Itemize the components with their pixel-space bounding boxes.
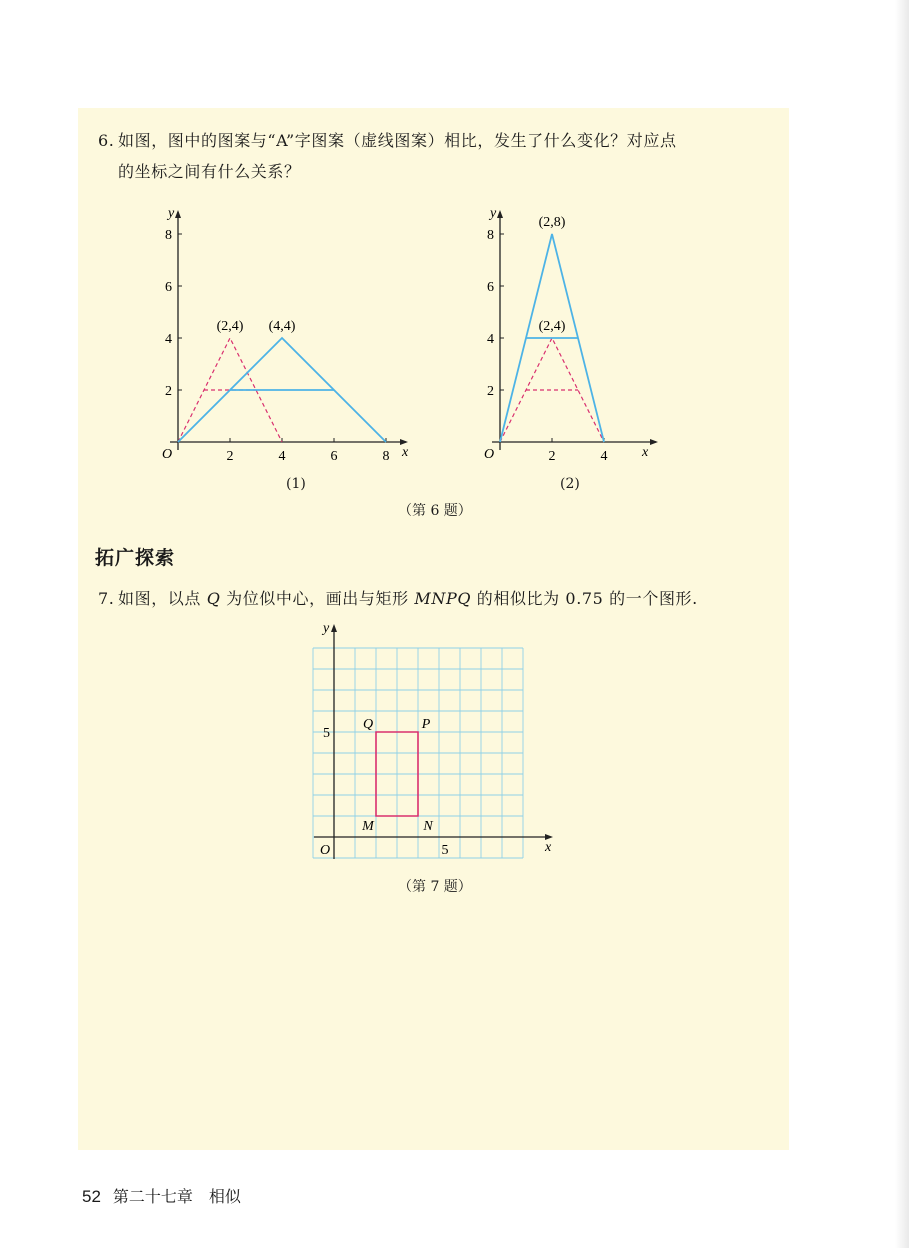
x-tick-label: 2 bbox=[226, 449, 234, 464]
question-7-middle: 为位似中心，画出与矩形 bbox=[220, 589, 415, 608]
page-number: 52 bbox=[82, 1187, 101, 1206]
y-tick-label: 4 bbox=[165, 332, 172, 347]
question-7-number: 7. bbox=[98, 589, 115, 608]
question-7-rect-name: MNPQ bbox=[414, 589, 472, 608]
figure-6-1-label: (1) bbox=[286, 476, 306, 492]
dashed-a-shape bbox=[500, 338, 604, 442]
x-tick-label: 4 bbox=[278, 449, 286, 464]
vertex-label-n: N bbox=[423, 819, 433, 834]
question-6-line2: 的坐标之间有什么关系？ bbox=[118, 162, 301, 181]
y-tick-label: 2 bbox=[487, 384, 494, 399]
figure-7-grid-chart bbox=[300, 615, 570, 865]
figure-6-1-chart bbox=[150, 200, 420, 500]
x-axis-label: x bbox=[642, 445, 649, 460]
y-axis-label: y bbox=[168, 206, 175, 221]
point-label: (2,4) bbox=[538, 319, 566, 334]
x-axis-label: x bbox=[545, 840, 552, 855]
x-tick-label: 2 bbox=[548, 449, 556, 464]
figure-6-2-chart bbox=[472, 200, 672, 500]
x-tick-label: 8 bbox=[382, 449, 390, 464]
x-axis-label: x bbox=[402, 445, 409, 460]
page-edge-shadow bbox=[895, 0, 909, 1248]
tick-group bbox=[323, 726, 449, 858]
point-label: (2,8) bbox=[538, 215, 566, 230]
section-title: 拓广探索 bbox=[95, 547, 176, 569]
series-group bbox=[178, 338, 386, 442]
y-axis-arrow bbox=[175, 210, 181, 218]
annotation-group bbox=[217, 319, 296, 334]
y-tick-label: 2 bbox=[165, 384, 172, 399]
origin-label: O bbox=[162, 447, 173, 462]
x-tick-label: 4 bbox=[600, 449, 608, 464]
question-7 bbox=[98, 583, 778, 614]
question-6-line1: 如图，图中的图案与“A”字图案（虚线图案）相比，发生了什么变化？对应点 bbox=[118, 131, 677, 150]
y-axis-label: y bbox=[490, 206, 497, 221]
question-6-number: 6. bbox=[98, 131, 115, 150]
x-axis-arrow bbox=[650, 439, 658, 445]
x-tick-label: 5 bbox=[441, 843, 449, 858]
y-axis-arrow bbox=[497, 210, 503, 218]
page-footer bbox=[82, 1184, 241, 1207]
y-axis-label: y bbox=[323, 621, 330, 636]
point-label: (4,4) bbox=[268, 319, 296, 334]
chapter-title: 第二十七章 相似 bbox=[112, 1187, 241, 1206]
y-axis-arrow bbox=[331, 624, 337, 632]
question-7-prefix: 如图，以点 bbox=[118, 589, 207, 608]
origin-label: O bbox=[320, 843, 331, 858]
y-tick-label: 6 bbox=[165, 280, 172, 295]
y-tick-label: 8 bbox=[487, 228, 494, 243]
point-label: (2,4) bbox=[216, 319, 244, 334]
y-tick-label: 4 bbox=[487, 332, 494, 347]
y-tick-label: 5 bbox=[323, 726, 330, 741]
series-group bbox=[500, 234, 604, 442]
question-7-center-point: Q bbox=[206, 589, 221, 608]
figure-7-caption: （第 7 题） bbox=[398, 879, 472, 895]
origin-label: O bbox=[484, 447, 495, 462]
question-6 bbox=[98, 125, 778, 187]
figure-6-caption: （第 6 题） bbox=[398, 503, 472, 519]
tick-group bbox=[487, 228, 608, 464]
vertex-label-m: M bbox=[362, 819, 374, 834]
question-7-suffix: 的相似比为 0.75 的一个图形. bbox=[471, 589, 698, 608]
vertex-label-p: P bbox=[421, 717, 431, 732]
y-tick-label: 8 bbox=[165, 228, 172, 243]
x-tick-label: 6 bbox=[330, 449, 338, 464]
tick-group bbox=[165, 228, 390, 464]
vertex-label-q: Q bbox=[362, 717, 374, 732]
figure-6-2-label: (2) bbox=[560, 476, 580, 492]
y-tick-label: 6 bbox=[487, 280, 494, 295]
